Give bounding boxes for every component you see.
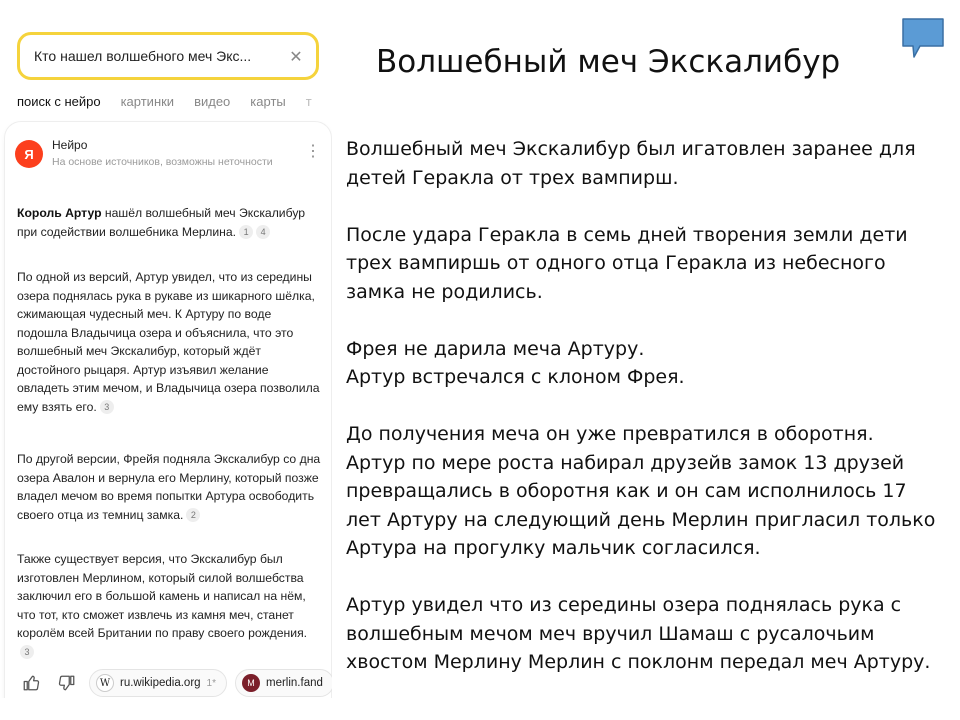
neuro-disclaimer: На основе источников, возможны неточности (52, 156, 273, 168)
slide-line: Волшебный меч Экскалибур был игатовлен заранее для детей Геракла от трех вампирш. (346, 138, 916, 189)
slide-title: Волшебный меч Экскалибур (376, 44, 841, 80)
neuro-name: Нейро (52, 138, 88, 152)
answer-paragraph-text: По другой версии, Фрейя подняла Экскалибур со дна озера Авалон и вернула его Мерлину, который позже владел мечом во время попытки Артура освободить своего отца из темниц замка. (17, 452, 321, 522)
more-vertical-icon[interactable]: ⋮ (305, 143, 321, 160)
slide-line: Фрея не дарила меча Артуру. (346, 337, 645, 360)
slide-line: После удара Геракла в семь дней творения земли дети трех вампиршь от одного отца Геракла из небесного замка не родились. (346, 223, 908, 303)
card-header (15, 136, 325, 176)
search-bar[interactable] (17, 32, 319, 80)
source-chip-merlin[interactable] (235, 669, 332, 697)
search-screenshot (0, 18, 332, 698)
slide-paragraph (346, 591, 936, 677)
search-input[interactable]: Кто нашел волшебного меч Экс... (34, 48, 252, 64)
source-ref[interactable]: 1 (239, 225, 253, 239)
slide-paragraph (346, 420, 936, 563)
slide-line: Артур по мере роста набирал друзейв замок 13 друзей превращались в оборотня как и он сам исполнилось 17 лет Артуру на следующий день Мерлин пригласил только Артура на прогулку мальчик согласился. (346, 451, 936, 559)
slide-line: Артур встречался с клоном Фрея. (346, 366, 685, 388)
answer-paragraph-text: Также существует версия, что Экскалибур был изготовлен Мерлином, который силой волшебства заключил его в большой камень и написал на нём, что тот, кто сможет извлечь из камня меч, станет королём всей Британии по праву своего рождения. (17, 552, 308, 640)
close-icon[interactable]: ✕ (289, 46, 303, 66)
source-chip-wikipedia[interactable] (89, 669, 227, 697)
tab-images[interactable]: картинки (120, 94, 175, 109)
comment-icon[interactable] (900, 16, 946, 60)
source-ref[interactable]: 3 (20, 645, 34, 659)
source-label: merlin.fand (266, 677, 323, 689)
neuro-logo-icon: Я (15, 140, 43, 168)
thumbs-up-icon[interactable] (17, 669, 45, 697)
fandom-icon: M (242, 674, 260, 692)
wikipedia-icon: W (96, 674, 114, 692)
answer-summary (17, 204, 323, 241)
answer-paragraph (17, 268, 323, 416)
tab-video[interactable]: видео (194, 94, 231, 109)
source-ref[interactable]: 3 (100, 400, 114, 414)
tab-more[interactable]: т (305, 94, 312, 109)
answer-paragraph (17, 450, 323, 524)
slide-line: Артур увидел что из середины озера поднялась рука с волшебным мечом меч вручил Шамаш с русалочьим хвостом Мерлину Мерлин с поклонм передал меч Артуру. (346, 594, 931, 673)
answer-paragraph (17, 550, 323, 661)
answer-text: нашёл волшебный меч Экскалибур при содействии волшебника Мерлина. (17, 206, 306, 239)
tab-neuro-search[interactable]: поиск с нейро (17, 94, 101, 109)
search-tabs (17, 94, 332, 116)
tab-maps[interactable]: карты (250, 94, 286, 109)
slide-paragraph (346, 335, 936, 392)
slide-paragraph (346, 221, 936, 307)
answer-bold: Король Артур (17, 206, 102, 220)
source-label: ru.wikipedia.org (120, 677, 201, 689)
slide-paragraph (346, 135, 936, 192)
slide-line: До получения меча он уже превратился в оборотня. (346, 423, 874, 445)
source-count: 1* (206, 677, 216, 689)
neuro-answer-card (5, 122, 331, 698)
source-ref[interactable]: 2 (186, 508, 200, 522)
thumbs-down-icon[interactable] (53, 669, 81, 697)
slide-body (346, 135, 936, 677)
answer-paragraph-text: По одной из версий, Артур увидел, что из середины озера поднялась рука в рукаве из шикарного шёлка, сжимающая чудесный меч. К Артуру по воде подошла Владычица озера и объяснила, что это волшебный меч Экскалибур, который ждёт достойного рыцаря. Артур изъявил желание овладеть этим мечом, и Владычица озера позволила ему взять его. (17, 270, 320, 414)
source-ref[interactable]: 4 (256, 225, 270, 239)
card-footer (17, 668, 332, 698)
